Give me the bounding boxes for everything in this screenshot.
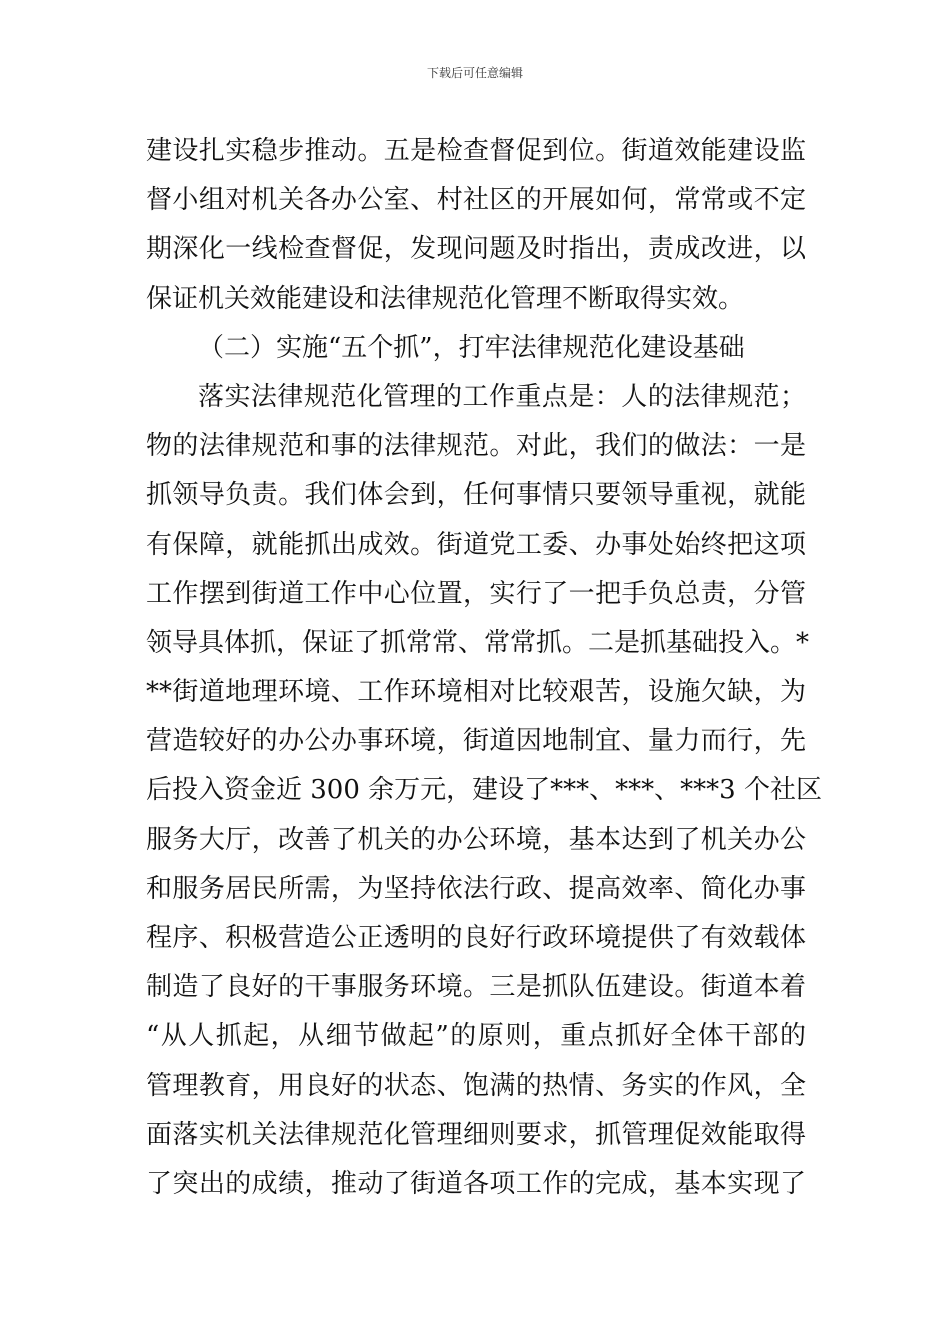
text-line: 后投入资金近 300 余万元，建设了***、***、***3 个社区 — [146, 775, 822, 806]
text-line: 抓领导负责。我们体会到，任何事情只要领导重视，就能 — [146, 480, 806, 511]
text-line: 制造了良好的干事服务环境。三是抓队伍建设。街道本着 — [146, 972, 806, 1003]
header-note: 下载后可任意编辑 — [426, 66, 523, 80]
text-line: 服务大厅，改善了机关的办公环境，基本达到了机关办公 — [146, 824, 806, 855]
text-line: 和服务居民所需，为坚持依法行政、提高效率、简化办事 — [146, 873, 806, 904]
text-line: 落实法律规范化管理的工作重点是：人的法律规范； — [198, 381, 806, 412]
text-line: 营造较好的办公办事环境，街道因地制宜、量力而行，先 — [146, 726, 806, 757]
text-line: 建设扎实稳步推动。五是检查督促到位。街道效能建设监 — [146, 136, 806, 166]
text-line: 程序、积极营造公正透明的良好行政环境提供了有效载体 — [146, 923, 806, 953]
text-line: 有保障，就能抓出成效。街道党工委、办事处始终把这项 — [146, 529, 806, 560]
text-line: 管理教育，用良好的状态、饱满的热情、务实的作风，全 — [146, 1070, 806, 1101]
text-line: 物的法律规范和事的法律规范。对此，我们的做法：一是 — [146, 431, 806, 462]
text-line: 督小组对机关各办公室、村社区的开展如何，常常或不定 — [146, 185, 806, 216]
text-line: 期深化一线检查督促，发现问题及时指出，责成改进，以 — [146, 234, 806, 265]
text-line: **街道地理环境、工作环境相对比较艰苦，设施欠缺，为 — [146, 677, 806, 708]
text-line: 了突出的成绩，推动了街道各项工作的完成，基本实现了 — [146, 1168, 806, 1199]
text-line: 工作摆到街道工作中心位置，实行了一把手负总责，分管 — [146, 578, 806, 609]
document-body — [146, 127, 822, 1209]
text-line: 领导具体抓，保证了抓常常、常常抓。二是抓基础投入。* — [146, 627, 810, 658]
text-line: 保证机关效能建设和法律规范化管理不断取得实效。 — [146, 283, 745, 314]
section-heading: （二）实施“五个抓”，打牢法律规范化建设基础 — [198, 332, 745, 363]
text-line: 面落实机关法律规范化管理细则要求，抓管理促效能取得 — [146, 1119, 806, 1150]
text-line: “从人抓起，从细节做起”的原则，重点抓好全体干部的 — [146, 1021, 806, 1052]
